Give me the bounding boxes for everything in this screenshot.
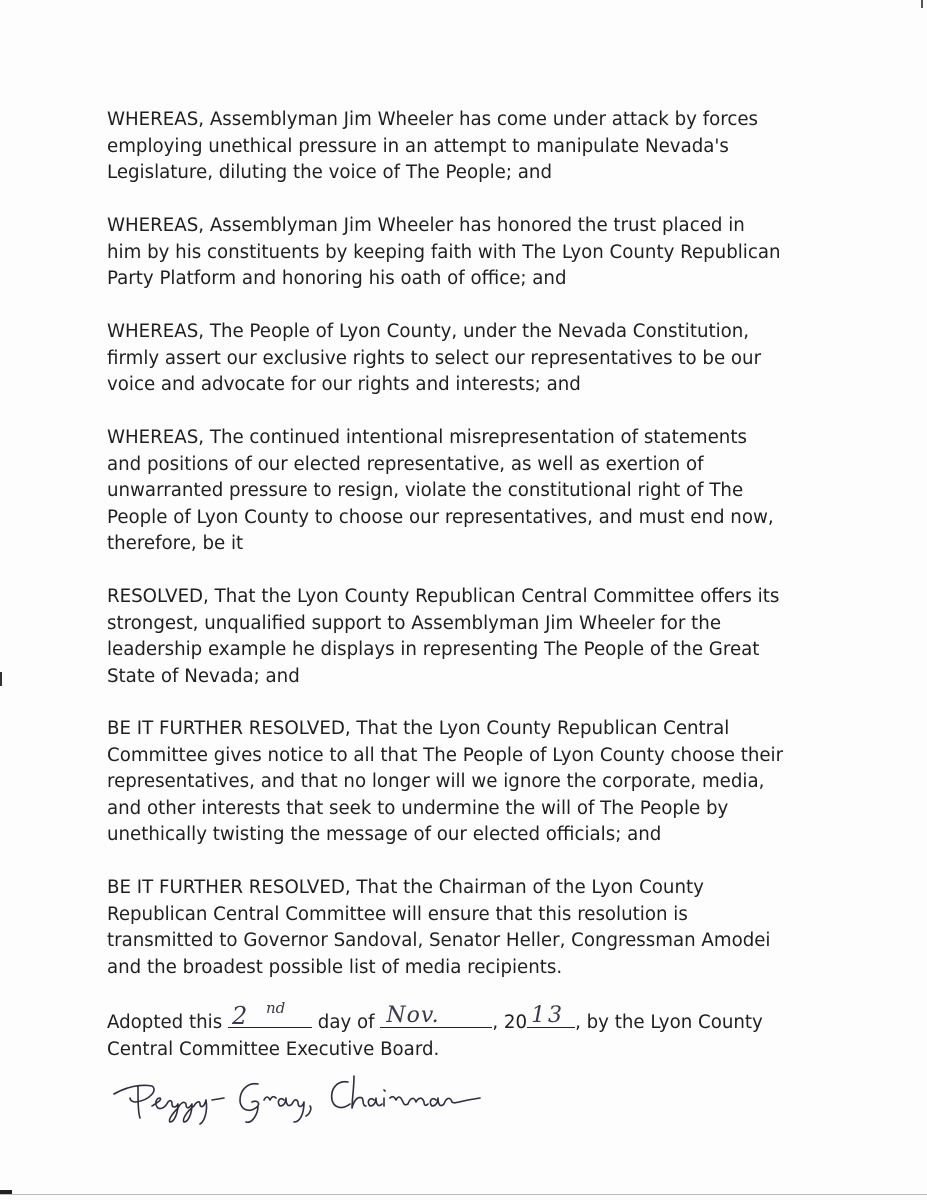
month-handwritten: Nov. bbox=[386, 1002, 440, 1028]
day-suffix-handwritten: nd bbox=[265, 998, 286, 1017]
day-of-label: day of bbox=[317, 1012, 375, 1033]
whereas-paragraph-3: WHEREAS, The People of Lyon County, under the Nevada Constitution, firmly assert our exclusive rights to select our representatives to be our voice and advocate for our rights and interests; and bbox=[107, 321, 762, 395]
day-blank bbox=[228, 998, 312, 1030]
whereas-paragraph-2: WHEREAS, Assemblyman Jim Wheeler has honored the trust placed in him by his constituents by keeping faith with The Lyon County Republican Party Platform and honoring his oath of office; and bbox=[107, 215, 781, 289]
by-label: , by the Lyon County bbox=[575, 1012, 763, 1033]
year-prefix-label: , 20 bbox=[492, 1012, 528, 1033]
whereas-paragraph-4: WHEREAS, The continued intentional misrepresentation of statements and positions of our elected representative, as well as exertion of unwarranted pressure to resign, violate the constitutional right of The People of Lyon County to choose our representatives, and must end now, therefore, be it bbox=[107, 427, 774, 554]
year-handwritten: 13 bbox=[531, 1002, 566, 1028]
resolved-paragraph: RESOLVED, That the Lyon County Republican Central Committee offers its strongest, unqualified support to Assemblyman Jim Wheeler for the leadership example he displays in representing The People of the Great State of Nevada; and bbox=[107, 586, 780, 687]
adoption-statement bbox=[107, 998, 867, 1063]
signature bbox=[108, 1056, 528, 1126]
further-resolved-paragraph-2: BE IT FURTHER RESOLVED, That the Chairman of the Lyon County Republican Central Committee will ensure that this resolution is transmitted to Governor Sandoval, Senator Heller, Congressman Amodei and the broadest possible list of media recipients. bbox=[107, 877, 771, 978]
scan-mark bbox=[0, 1190, 12, 1194]
signature-strokes bbox=[114, 1076, 480, 1124]
whereas-paragraph-1: WHEREAS, Assemblyman Jim Wheeler has come under attack by forces employing unethical pressure in an attempt to manipulate Nevada's Legislature, diluting the voice of The People; and bbox=[107, 109, 758, 183]
scan-mark bbox=[921, 0, 923, 8]
year-blank bbox=[527, 1002, 575, 1028]
board-label: Central Committee Executive Board. bbox=[107, 1038, 440, 1060]
month-blank bbox=[380, 1002, 492, 1028]
scan-mark bbox=[0, 672, 2, 686]
adopted-label: Adopted this bbox=[107, 1012, 223, 1033]
day-handwritten: 2 bbox=[231, 1001, 248, 1030]
further-resolved-paragraph-1: BE IT FURTHER RESOLVED, That the Lyon County Republican Central Committee gives notice to all that The People of Lyon County choose their representatives, and that no longer will we ignore the corporate, media, and other interests that seek to undermine the will of The People by unethically twisting the message of our elected officials; and bbox=[107, 718, 784, 845]
scan-edge-line bbox=[0, 1194, 927, 1195]
